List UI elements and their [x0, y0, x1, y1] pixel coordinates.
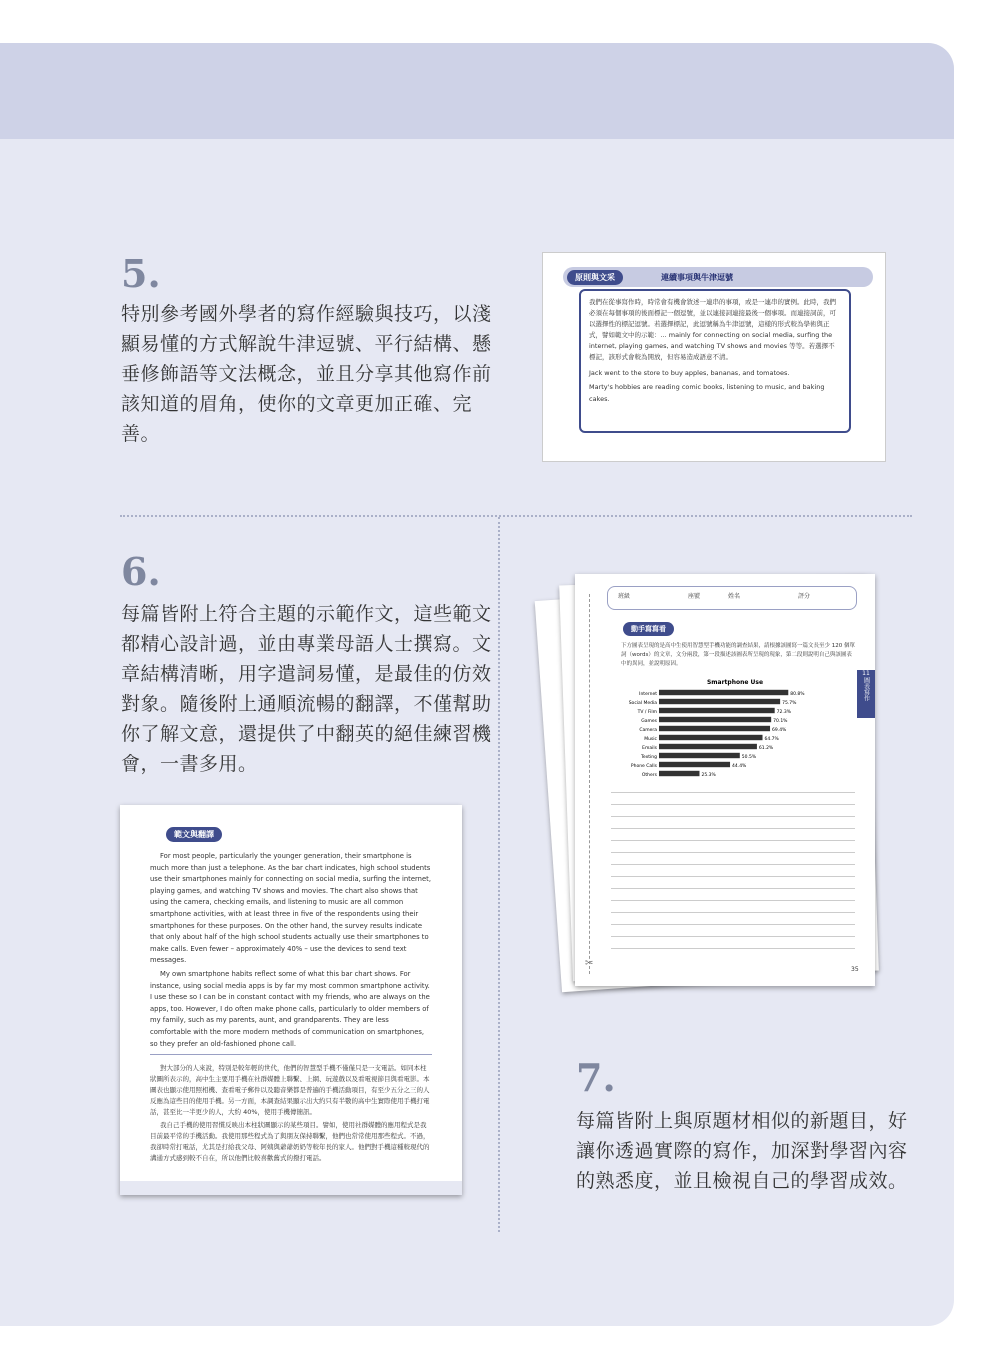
chart-category-label: Texting — [640, 754, 657, 760]
chart-category-label: Games — [641, 718, 657, 724]
worksheet-side-tab — [857, 670, 875, 718]
chart-value-label: 64.7% — [764, 736, 779, 742]
section-7-description: 每篇皆附上與原題材相似的新題目，好 讓你透過實際的寫作，加深對學習內容 的熟悉度，並且檢視自己的學習成效。 — [576, 1110, 908, 1192]
worksheet-tag: 動手寫寫看 — [623, 622, 674, 636]
chart-category-label: TV / Film — [637, 709, 657, 715]
section-5-description: 特別參考國外學者的寫作經驗與技巧，以淺 顯易懂的方式解說牛津逗號、平行結構、懸 垂修飾語等文法概念，並且分享其他寫作前 該知道的眉角，使你的文章更加正確、完善。 — [121, 303, 492, 445]
section-6-number: 6. — [121, 549, 161, 594]
sample-page-principles — [542, 252, 886, 462]
section-6-description: 每篇皆附上符合主題的示範作文，這些範文 都精心設計過，並由專業母語人士撰寫。文 章結構清晰，用字遣詞易懂，是最佳的仿效 對象。隨後附上通順流暢的翻譯，不僅幫助 你了解文意，還提供了中翻英的絕佳練習機 會，一書多用。 — [121, 603, 492, 775]
writing-line — [611, 828, 855, 829]
writing-line — [611, 852, 855, 853]
sample1-frame — [579, 289, 851, 433]
sample2-paragraph-2: My own smartphone habits reflect some of what this bar chart shows. For instance, using social media apps is by far my most common smartphone activity. I use these so I can be in constant contact with my friends, who are always on the apps, too. However, I do often make phone calls, particularly to older members of my family, such as my parents, aunt, and grandparents. They are less comfortable with the more modern methods of communication on smartphones, so they prefer an old-fashioned phone call. — [150, 969, 430, 1048]
sample2-tag: 範文與翻譯 — [166, 827, 222, 842]
chart-bar — [659, 717, 771, 722]
writing-line — [611, 840, 855, 841]
worksheet-seat-label: 座號 — [688, 593, 701, 600]
writing-lines — [611, 792, 855, 960]
chart-category-label: Internet — [639, 691, 657, 697]
sample2-translation-2: 我自己手機的使用習慣反映出本柱狀圖顯示的某些項目。譬如，使用社群媒體的應用程式是我目前最平常的手機活動。我使用那些程式為了與朋友保持聯繫，他們也常常使用那些程式。不過，我卻時常打電話，尤其是打給我父母、阿姨與爺爺奶奶等較年長的家人。他們對手機這種較現代的溝通方式感到較不自在，所以他們比較喜歡舊式的撥打電話。 — [150, 1121, 430, 1162]
section-5-number: 5. — [121, 251, 161, 296]
chart-category-label: Phone Calls — [630, 763, 657, 769]
chart-value-label: 61.2% — [758, 745, 774, 751]
sample1-body: 我們在從事寫作時，時常會有機會敘述一連串的事項，或是一連串的實例。此時，我們必須在每個事項的後面標記一個逗號，並以連接詞連接最後一個事項。而連接詞前，可以選擇性的標記逗號。若選擇標記，此逗號稱為牛津逗號，這樣的形式較為學術與正式，譬如範文中的示範：... mainly for connecting on social media, surfing the internet, playing games, and watching TV shows and movies 等等。若選擇不標記，該形式會較為開放，但容易造成語意不清。 — [589, 298, 836, 361]
chart-bar — [659, 690, 788, 695]
sample2-torn-edge — [120, 1181, 462, 1195]
chart-bar — [659, 699, 780, 704]
worksheet-score-label: 評分 — [798, 593, 811, 600]
side-tab-number: 11 — [862, 670, 870, 677]
worksheet-page-number: 35 — [851, 966, 859, 973]
sample2-translation — [150, 1063, 432, 1164]
writing-line — [611, 948, 855, 949]
sample2-english — [150, 851, 432, 1050]
sample1-title: 連續事項與牛津逗號 — [661, 273, 733, 282]
chart-bar — [659, 744, 757, 749]
sample-page-worksheet — [575, 574, 875, 986]
chart-category-label: Emails — [642, 745, 657, 751]
chart-bar — [659, 762, 730, 767]
worksheet-class-label: 班級 — [618, 593, 631, 600]
sample1-tag: 原則與文采 — [567, 270, 623, 285]
chart-value-label: 50.5% — [741, 754, 757, 760]
sample1-example2: Marty's hobbies are reading comic books, listening to music, and baking cakes. — [589, 383, 825, 403]
chart-svg — [615, 688, 855, 778]
writing-line — [611, 864, 855, 865]
cut-line — [589, 594, 590, 974]
writing-line — [611, 816, 855, 817]
chart-value-label: 72.3% — [776, 709, 791, 715]
side-tab-label: 圖表寫作 — [862, 677, 870, 701]
sample2-paragraph-1: For most people, particularly the younger generation, their smartphone is much more than just a telephone. As the bar chart indicates, high school students use their smartphones mainly for connecting on social media, surfing the internet, playing games, and watching TV shows and movies. The chart also shows that using the camera, checking emails, and listening to music are all common smartphone activities, with at least three in five of the respondents using their smartphones for these purposes. On the other hand, the survey results indicate that only about half of the high school students actually use their smartphones to make calls. Even fewer – approximately 40% – use the devices to send text messages. — [150, 852, 431, 965]
section-7-number: 7. — [576, 1055, 616, 1100]
sample2-translation-1: 對大部分的人來說，特別是較年輕的世代，他們的智慧型手機不僅僅只是一支電話。如同本柱狀圖所表示的，高中生主要用手機在社群媒體上聯繫、上網、玩遊戲以及看電視節目與看電影。本圖表也顯示使用照相機、查看電子郵件以及聽音樂都是普遍的手機活動項目，有至少五分之三的人反應為這些目的使用手機。另一方面，本調查結果顯示出大約只有半數的高中生實際使用手機打電話，甚至比一半更少的人，大約 40%，使用手機傳簡訊。 — [150, 1064, 430, 1116]
writing-line — [611, 912, 855, 913]
chart-value-label: 69.4% — [772, 727, 787, 733]
chart-bar — [659, 708, 775, 713]
chart-value-label: 80.8% — [790, 691, 805, 697]
worksheet-header-box — [607, 586, 857, 610]
chart-category-label: Music — [644, 736, 657, 742]
chart-value-label: 44.4% — [732, 763, 747, 769]
writing-line — [611, 936, 855, 937]
worksheet-name-label: 姓名 — [728, 593, 741, 600]
chart-category-label: Social Media — [628, 700, 657, 706]
chart-category-label: Camera — [639, 727, 657, 733]
card-header-band — [0, 43, 954, 139]
chart-title: Smartphone Use — [706, 679, 764, 686]
writing-line — [611, 804, 855, 805]
writing-line — [611, 900, 855, 901]
writing-line — [611, 888, 855, 889]
sample-page-model-essay — [120, 805, 462, 1195]
chart-bar — [659, 771, 699, 776]
writing-line — [611, 792, 855, 793]
sample1-example1: Jack went to the store to buy apples, bananas, and tomatoes. — [589, 369, 790, 377]
smartphone-use-chart — [615, 688, 855, 778]
horizontal-divider — [120, 515, 912, 517]
sample2-divider — [150, 1054, 432, 1055]
vertical-divider — [498, 517, 500, 1232]
chart-bar — [659, 735, 763, 740]
chart-category-label: Others — [641, 772, 657, 778]
chart-value-label: 70.1% — [773, 718, 788, 724]
writing-line — [611, 924, 855, 925]
scissor-icon: ✂ — [585, 958, 594, 969]
chart-bar — [659, 726, 770, 731]
writing-line — [611, 876, 855, 877]
chart-value-label: 75.7% — [782, 700, 797, 706]
chart-value-label: 25.3% — [701, 772, 716, 778]
chart-bar — [659, 753, 740, 758]
worksheet-instruction: 下方圖表呈現的是高中生使用智慧型手機功能的調查結果，請根據該圖寫一篇文長至少 120 個單詞（words）的文章，文分兩段，第一段描述該圖表所呈現的現象，第二段則說明自己與該圖表中的異同，並說明原因。 — [621, 643, 855, 667]
